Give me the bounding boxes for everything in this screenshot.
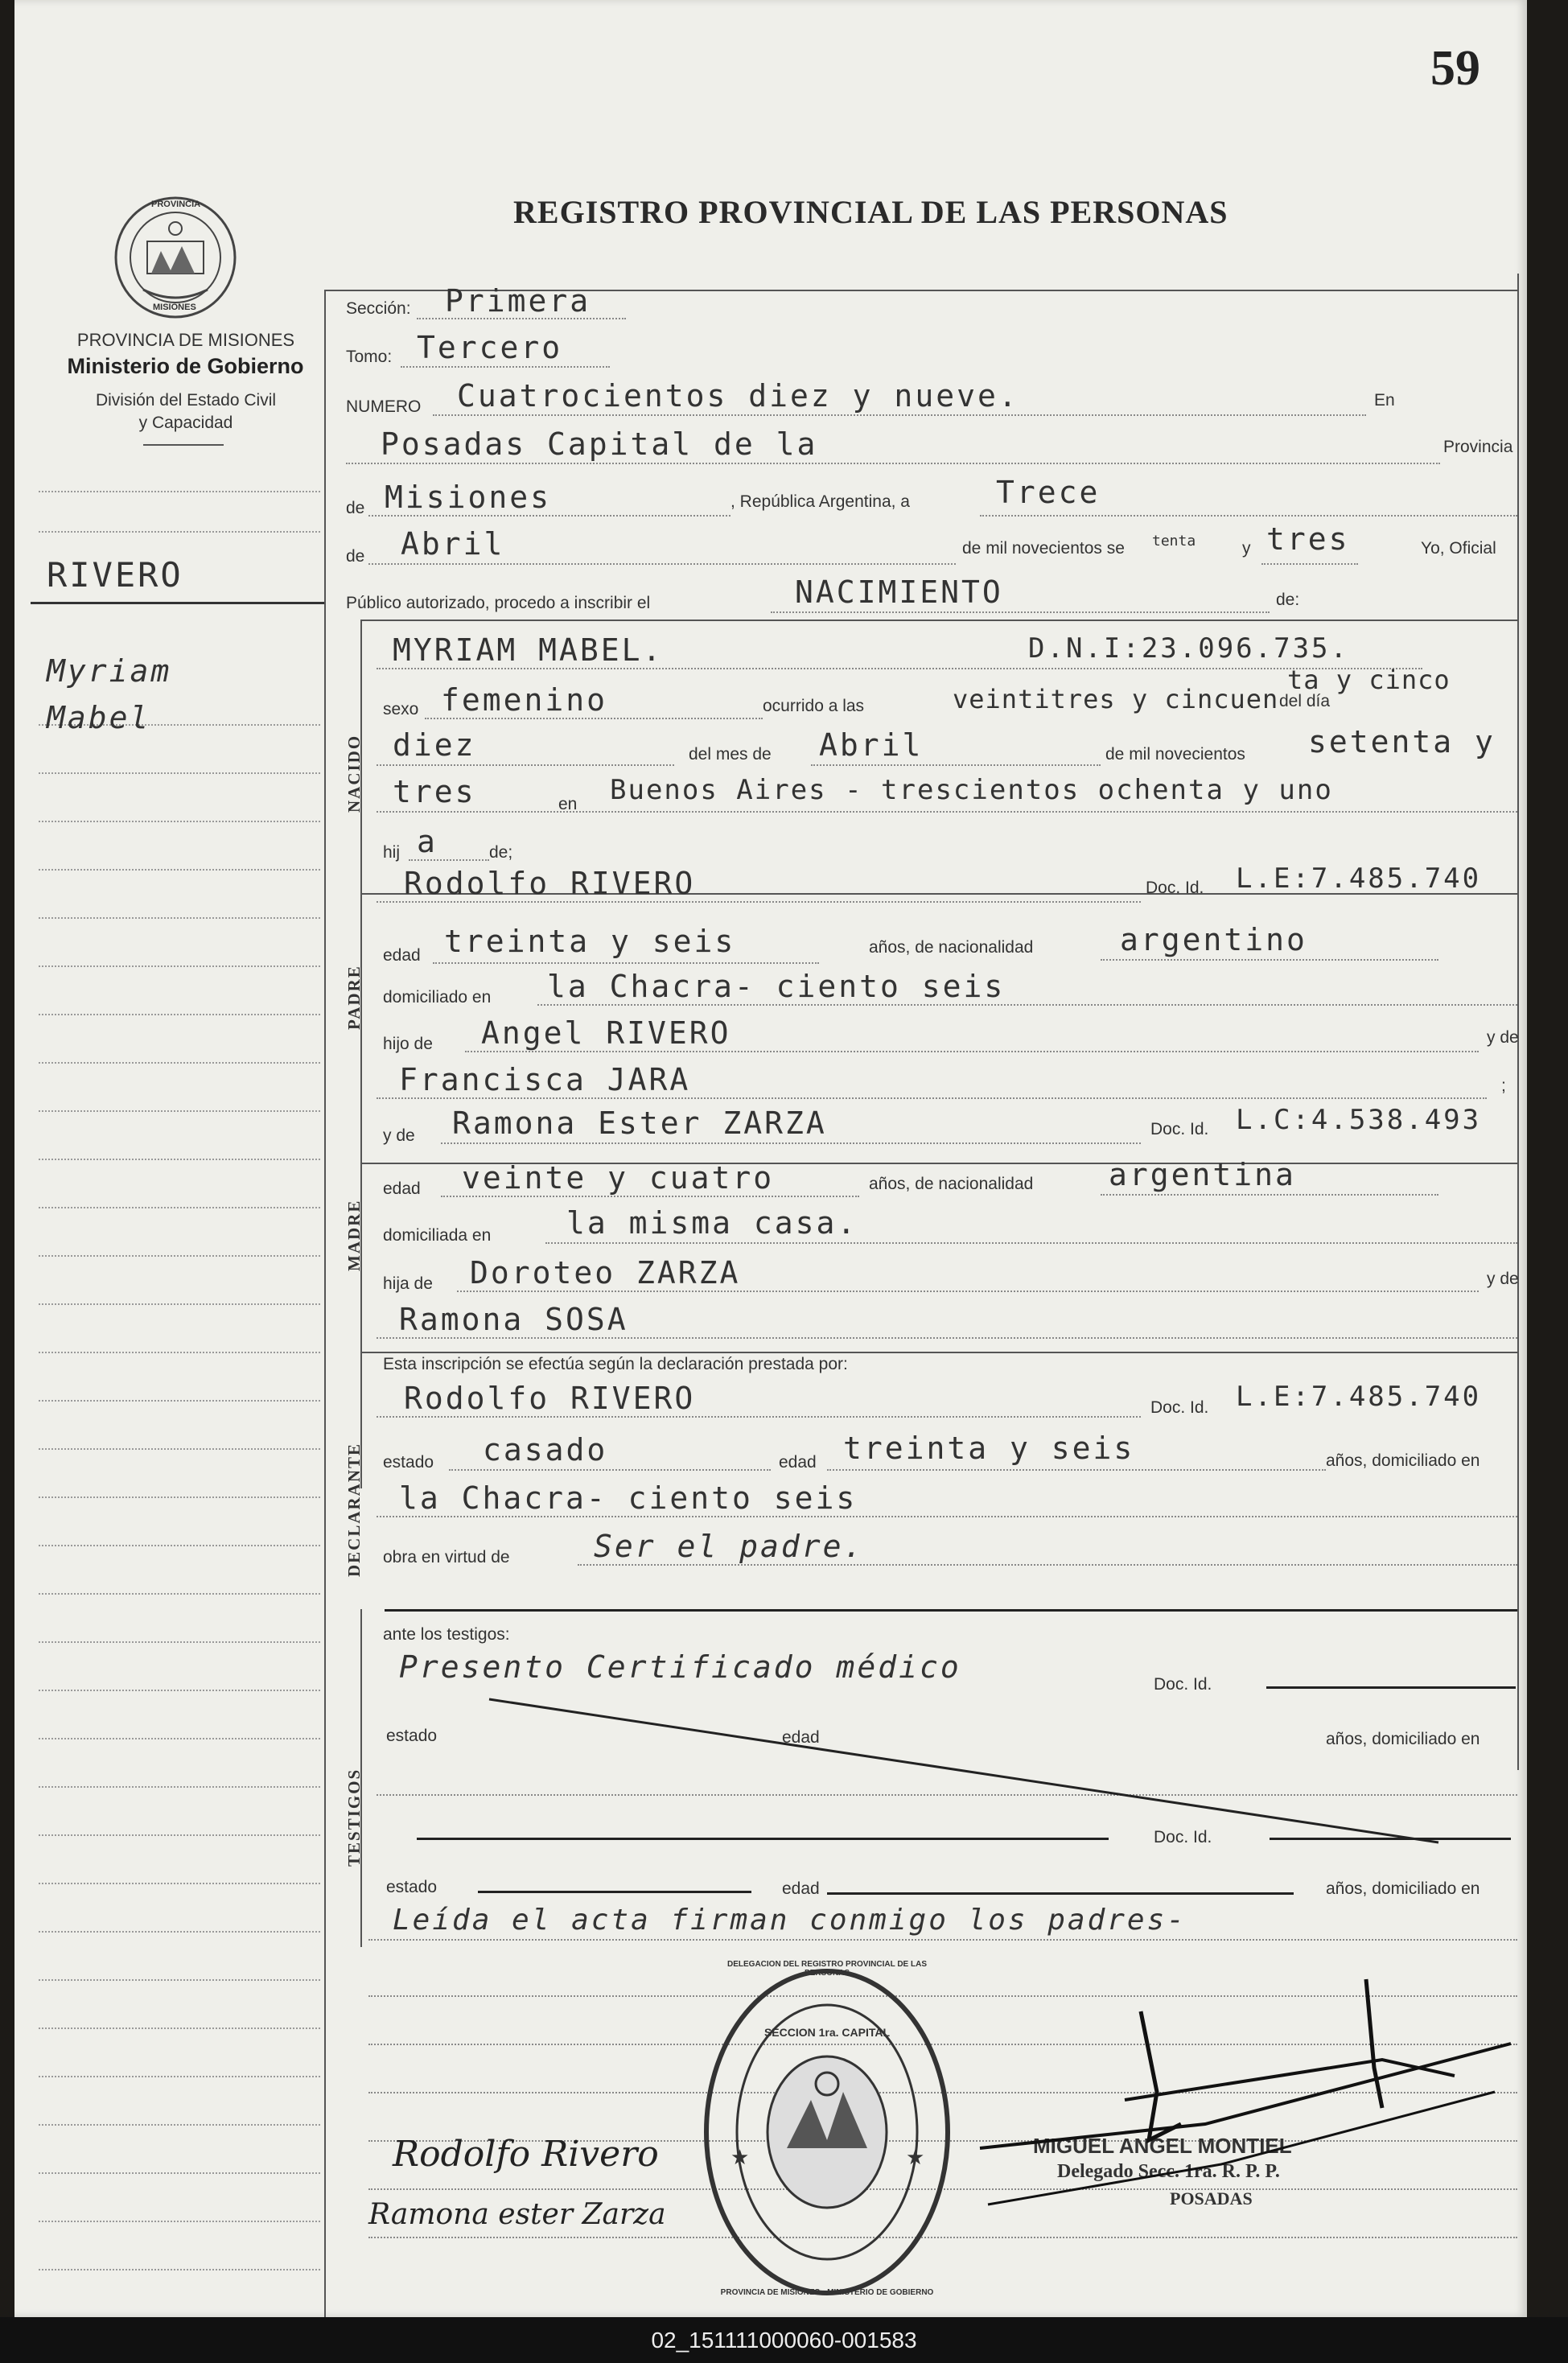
de-label: de [346,499,365,517]
testigos-dom-label: años, domiciliado en [1326,1730,1480,1748]
madre-y-de-label: y de [383,1126,415,1145]
stamp-inner-text: SECCION 1ra. CAPITAL [763,2026,891,2039]
declarante-edad-label: edad [779,1453,817,1472]
declarante-domicilio: la Chacra- ciento seis [399,1480,858,1516]
anio-a: tenta [1152,533,1196,550]
svg-text:★: ★ [730,2145,750,2169]
svg-text:★: ★ [906,2145,925,2169]
madre-y-de2-label: y de [1487,1270,1519,1288]
margin-surname: RIVERO [47,555,183,595]
document-page [14,0,1527,2317]
del-dia-label: del día [1279,692,1331,710]
margin-given-1: Myriam [47,653,172,689]
dia-value: Trece [996,475,1101,510]
mes-value: Abril [401,526,505,562]
official-city: POSADAS [1170,2188,1253,2209]
madre-edad: veinte y cuatro [462,1160,775,1196]
hij-label: hij [383,843,401,862]
madre-doc-label: Doc. Id. [1150,1120,1209,1138]
testigos-doc-label: Doc. Id. [1154,1675,1212,1694]
padre-edad-label: edad [383,946,421,965]
page-number: 59 [1430,41,1480,96]
padre-dom-label: domiciliado en [383,988,492,1007]
acto-value: NACIMIENTO [795,574,1003,610]
nacido-lugar: Buenos Aires - trescientos ochenta y uno [610,774,1333,806]
agency-ministry: Ministerio de Gobierno [67,354,304,378]
declarante-nombre: Rodolfo RIVERO [404,1381,696,1416]
declarante-doc: L.E:7.485.740 [1236,1381,1482,1413]
seccion-value: Primera [445,283,591,319]
declarante-estado-label: estado [383,1453,434,1472]
declarante-edad: treinta y seis [843,1431,1135,1466]
provincia-label: Provincia [1443,438,1513,456]
nacido-dia: diez [393,727,476,763]
padre-nombre: Rodolfo RIVERO [404,866,696,901]
sexo-value: femenino [441,682,608,718]
ocurrido-label: ocurrido a las [763,697,865,715]
testigos-edad2-label: edad [782,1879,820,1898]
signature-padre: Rodolfo Rivero [393,2134,659,2175]
testigos-doc2-label: Doc. Id. [1154,1828,1212,1846]
hora-b: ta y cinco [1287,665,1451,695]
testigos-dom2-label: años, domiciliado en [1326,1879,1480,1898]
padre-doc: L.E:7.485.740 [1236,862,1482,895]
padre-nacionalidad: argentino [1120,922,1307,957]
en-label: En [1374,391,1395,410]
section-testigos: TESTIGOS [344,1768,364,1867]
section-padre: PADRE [344,965,364,1030]
official-name: MIGUEL ANGEL MONTIEL [1033,2134,1292,2158]
en-label-2: en [558,795,578,813]
emblem-text-top: PROVINCIA [151,200,201,209]
padre-domicilio: la Chacra- ciento seis [547,969,1006,1004]
mil-label: de mil novecientos se [962,539,1125,558]
padre-hijo-label: hijo de [383,1035,433,1053]
numero-value: Cuatrocientos diez y nueve. [457,378,1019,414]
anio-b: tres [1266,521,1350,557]
scan-filename: 02_151111000060-001583 [651,2328,917,2353]
section-nacido: NACIDO [344,734,364,813]
declarante-intro: Esta inscripción se efectúa según la declaración prestada por: [383,1355,848,1373]
tomo-label: Tomo: [346,348,393,366]
emblem-text-bottom: MISIONES [153,303,196,312]
numero-label: NUMERO [346,397,422,416]
padre-doc-label: Doc. Id. [1146,879,1204,897]
official-title: Delegado Secc. 1ra. R. P. P. [1057,2161,1280,2182]
hij-value: a [417,824,438,859]
testigos-t1: Presento Certificado médico [399,1649,961,1685]
declarante-dom-label: años, domiciliado en [1326,1451,1480,1470]
madre-dom-label: domiciliada en [383,1226,492,1245]
madre-hija-label: hija de [383,1274,433,1293]
de-label-2: de [346,547,365,566]
padre-madre-de: Francisca JARA [399,1062,691,1097]
section-madre: MADRE [344,1199,364,1271]
stamp-outer-text: DELEGACION DEL REGISTRO PROVINCIAL DE LAS PERSONAS [727,1960,927,1978]
padre-nac-label: años, de nacionalidad [869,938,1034,957]
madre-doc: L.C:4.538.493 [1236,1104,1482,1136]
seccion-label: Sección: [346,299,411,318]
padre-padre-de: Angel RIVERO [481,1015,731,1051]
padre-y-de-label: y de [1487,1028,1519,1047]
signature-madre: Ramona ester Zarza [368,2198,666,2231]
page-title: REGISTRO PROVINCIAL DE LAS PERSONAS [513,194,1228,230]
republica-label: , República Argentina, a [730,492,910,511]
section-declarante: DECLARANTE [344,1442,364,1577]
nacido-anio-a: setenta y [1308,724,1496,760]
tomo-value: Tercero [417,330,563,365]
hora-a: veintitres y cincuen [953,684,1279,714]
lugar-value: Posadas Capital de la [381,426,818,462]
declarante-doc-label: Doc. Id. [1150,1398,1209,1417]
declarante-obra-label: obra en virtud de [383,1548,510,1566]
agency-division-2: y Capacidad [138,414,233,432]
mil-label-2: de mil novecientos [1105,745,1245,764]
nacido-anio-b: tres [393,774,476,809]
padre-edad: treinta y seis [444,924,736,959]
sexo-label: sexo [383,700,419,718]
testigos-nota: Leída el acta firman conmigo los padres- [393,1904,1187,1937]
margin-given-2: Mabel [47,700,151,735]
madre-edad-label: edad [383,1179,421,1198]
yo-oficial-label: Yo, Oficial [1421,539,1496,558]
de-label-3: de; [489,843,513,862]
declarante-estado: casado [483,1432,608,1468]
nacido-nombre: MYRIAM MABEL. [393,632,664,668]
agency-division-1: División del Estado Civil [95,391,277,410]
madre-nac-label: años, de nacionalidad [869,1175,1034,1193]
nacido-dni: D.N.I:23.096.735. [1028,632,1349,665]
provincia-value: Misiones [385,480,552,515]
de2-label: de: [1276,591,1300,609]
madre-nombre: Ramona Ester ZARZA [452,1105,827,1141]
madre-padre-de: Doroteo ZARZA [470,1255,741,1291]
testigos-ante-label: ante los testigos: [383,1625,510,1644]
declarante-obra: Ser el padre. [594,1529,865,1564]
testigos-edad-label: edad [782,1728,820,1747]
madre-madre-de: Ramona SOSA [399,1302,628,1337]
official-signature [14,0,1527,2317]
madre-nacionalidad: argentina [1109,1157,1296,1192]
testigos-estado-label: estado [386,1727,438,1745]
madre-domicilio: la misma casa. [566,1205,858,1241]
stamp-bottom-text: PROVINCIA DE MISIONES · MINISTERIO DE GOBIERNO [720,2288,934,2297]
nacido-mes: Abril [819,727,924,763]
testigos-estado2-label: estado [386,1878,438,1896]
y-label: y [1242,539,1251,558]
mes-label: del mes de [689,745,772,764]
padre-semicolon: ; [1501,1077,1506,1095]
agency-province: PROVINCIA DE MISIONES [76,330,295,350]
publico-label: Público autorizado, procedo a inscribir el [346,594,651,612]
